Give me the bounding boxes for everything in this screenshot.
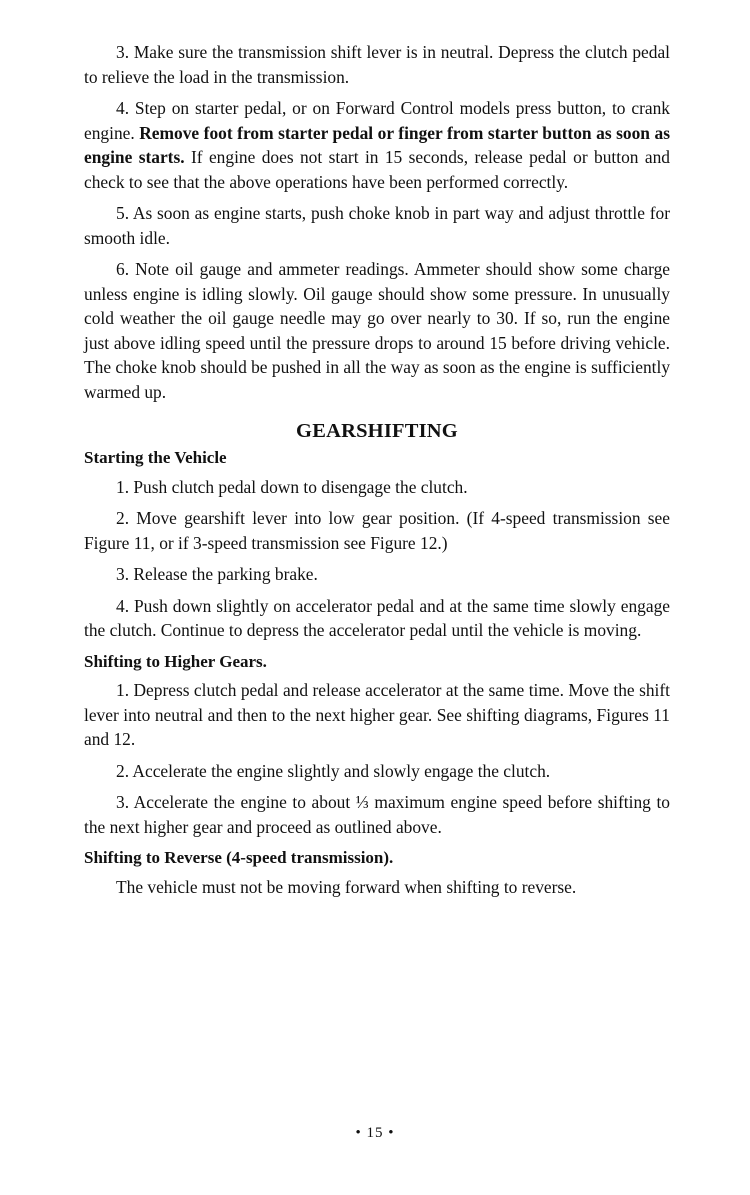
reverse-text: The vehicle must not be moving forward when shifting to reverse.: [116, 876, 577, 897]
manual-page-body: [84, 40, 670, 906]
higher-gears-step: 3. Accelerate the engine to about ⅓ maximum engine speed before shifting to the next higher gear and proceed as outlined above.: [84, 792, 670, 837]
reverse-heading: Shifting to Reverse (4-speed transmission).: [84, 848, 394, 867]
intro-step-4-text-cont: If engine does not start in 15 seconds, release pedal or button and check to see that the above operations have been performed correctly.: [84, 147, 670, 192]
higher-gears-heading: Shifting to Higher Gears.: [84, 651, 267, 671]
intro-step-6: 6. Note oil gauge and ammeter readings. Ammeter should show some charge unless engine is idling slowly. Oil gauge should show some pressure. In unusually cold weather the oil gauge needle may go over nearly to 30. If so, run the engine just above idling speed until the pressure drops to around 15 before driving vehicle. The choke knob should be pushed in all the way as soon as the engine is sufficiently warmed up.: [84, 259, 671, 402]
page-number: • 15 •: [355, 1125, 395, 1141]
intro-step-4-warning: Remove foot from starter pedal or finger from starter button as soon as engine starts.: [84, 122, 670, 167]
intro-step-3: 3. Make sure the transmission shift lever is in neutral. Depress the clutch pedal to relieve the load in the transmission.: [84, 42, 670, 87]
starting-step: 2. Move gearshift lever into low gear position. (If 4-speed transmission see Figure 11, or if 3-speed transmission see Figure 12.): [84, 508, 670, 553]
higher-gears-step: 2. Accelerate the engine slightly and slowly engage the clutch.: [116, 760, 551, 781]
starting-step: 4. Push down slightly on accelerator pedal and at the same time slowly engage the clutch. Continue to depress the accelerator pedal until the vehicle is moving.: [84, 595, 670, 640]
intro-step-4: [84, 96, 670, 194]
intro-step-5: 5. As soon as engine starts, push choke knob in part way and adjust throttle for smooth idle.: [84, 203, 670, 248]
starting-step: 1. Push clutch pedal down to disengage the clutch.: [116, 476, 468, 497]
section-title: GEARSHIFTING: [296, 420, 458, 442]
intro-step-4-text: 4. Step on starter pedal, or on Forward Control models press button, to crank engine.: [84, 98, 670, 143]
higher-gears-step: 1. Depress clutch pedal and release accelerator at the same time. Move the shift lever into neutral and then to the next higher gear. See shifting diagrams, Figures 11 and 12.: [84, 680, 670, 749]
starting-step: 3. Release the parking brake.: [116, 564, 318, 584]
starting-vehicle-heading: Starting the Vehicle: [84, 448, 227, 467]
